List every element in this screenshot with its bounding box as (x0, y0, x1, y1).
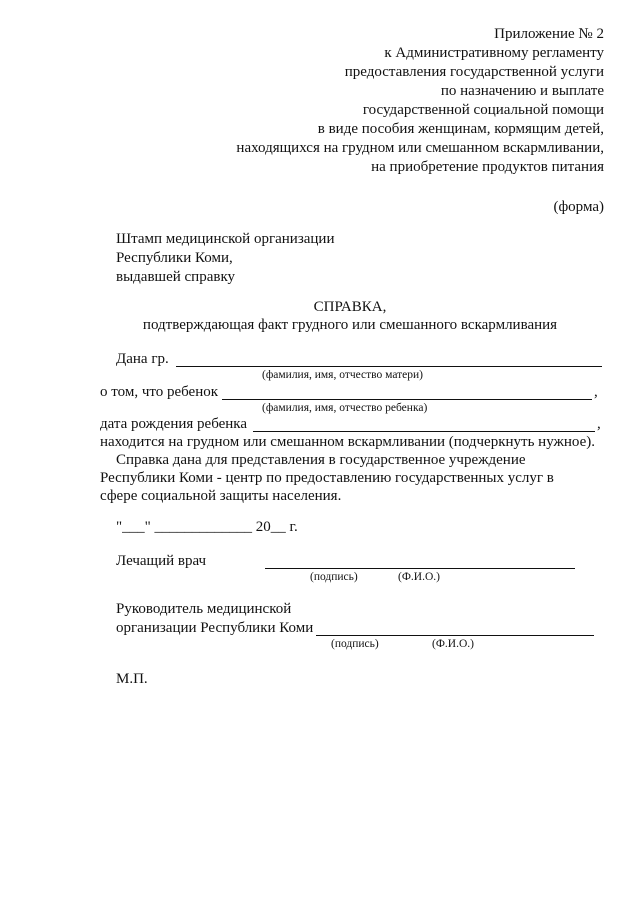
head-name-hint: (Ф.И.О.) (432, 638, 474, 650)
child-name-line[interactable] (222, 399, 592, 400)
header-line-6: в виде пособия женщинам, кормящим детей, (317, 121, 604, 137)
form-label: (форма) (553, 199, 604, 215)
child-name-hint: (фамилия, имя, отчество ребенка) (262, 402, 428, 414)
stamp-line-1: Штамп медицинской организации (116, 231, 335, 247)
feeding-text: находится на грудном или смешанном вскармливании (подчеркнуть нужное). (100, 434, 595, 450)
purpose-line-1: Справка дана для представления в государственное учреждение (116, 452, 526, 468)
header-line-4: по назначению и выплате (440, 83, 604, 99)
child-label: о том, что ребенок (100, 384, 219, 400)
seal-label: М.П. (116, 671, 148, 687)
purpose-line-3: сфере социальной защиты населения. (100, 488, 342, 504)
doctor-signature-line[interactable] (265, 568, 575, 569)
document-title: СПРАВКА, (313, 299, 387, 315)
purpose-line-2: Республики Коми - центр по предоставлению государственных услуг в (100, 470, 554, 486)
header-line-5: государственной социальной помощи (362, 102, 604, 118)
comma-1: , (594, 384, 598, 400)
mother-name-hint: (фамилия, имя, отчество матери) (262, 369, 423, 381)
stamp-line-3: выдавшей справку (116, 269, 236, 285)
head-sign-hint: (подпись) (331, 638, 379, 650)
date-line[interactable]: "___" _____________ 20__ г. (116, 519, 298, 535)
given-label: Дана гр. (116, 351, 169, 367)
header-line-3: предоставления государственной услуги (344, 64, 604, 80)
doctor-name-hint: (Ф.И.О.) (398, 571, 440, 583)
header-line-7: находящихся на грудном или смешанном вскармливании, (236, 140, 604, 156)
mother-name-line[interactable] (176, 366, 602, 367)
birth-date-label: дата рождения ребенка (100, 416, 248, 432)
head-label-line-2: организации Республики Коми (116, 620, 314, 636)
header-line-1: Приложение № 2 (494, 26, 604, 42)
header-line-8: на приобретение продуктов питания (371, 159, 604, 175)
stamp-line-2: Республики Коми, (116, 250, 233, 266)
doctor-label: Лечащий врач (116, 553, 207, 569)
head-label-line-1: Руководитель медицинской (116, 601, 292, 617)
birth-date-line[interactable] (253, 431, 595, 432)
document-subtitle: подтверждающая факт грудного или смешанного вскармливания (142, 317, 558, 333)
comma-2: , (597, 416, 601, 432)
doctor-sign-hint: (подпись) (310, 571, 358, 583)
header-line-2: к Административному регламенту (384, 45, 604, 61)
head-signature-line[interactable] (316, 635, 594, 636)
